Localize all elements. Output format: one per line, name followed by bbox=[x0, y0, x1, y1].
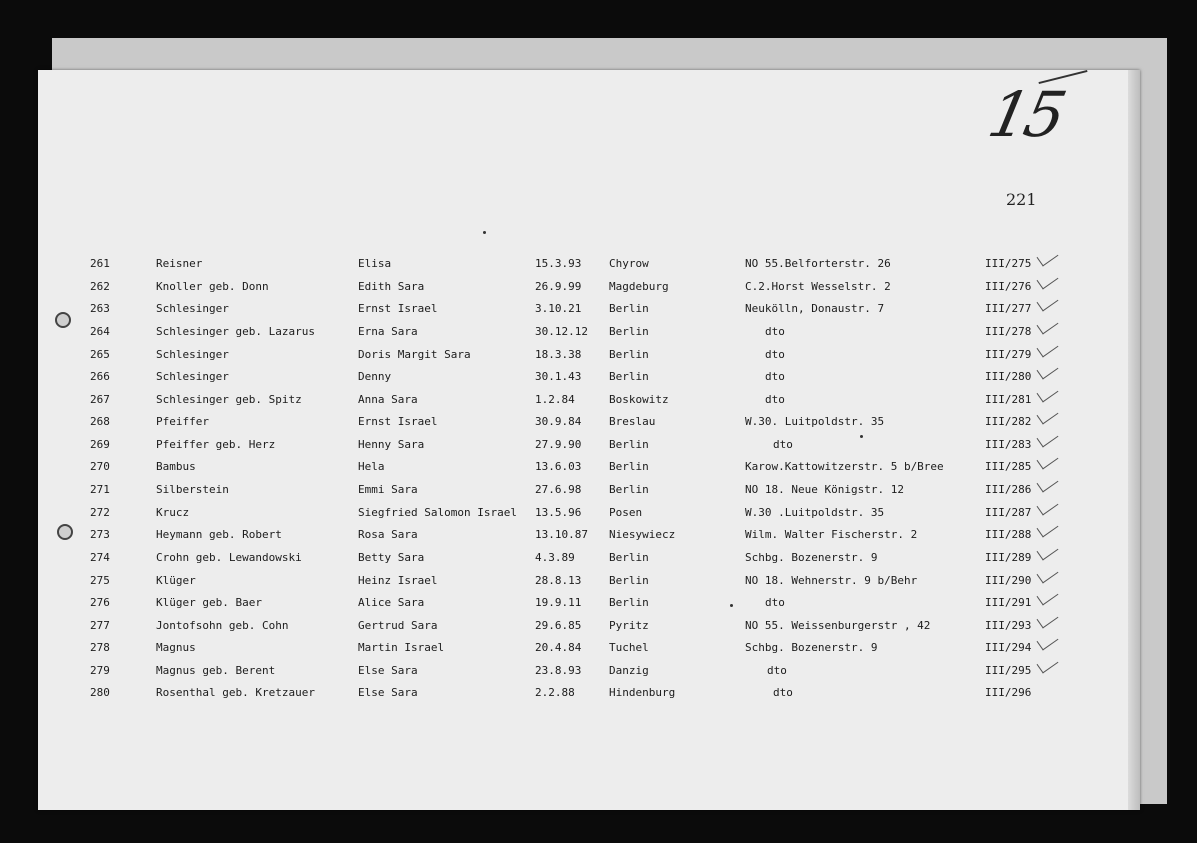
given-name: Else Sara bbox=[358, 686, 418, 699]
row-number: 279 bbox=[90, 664, 110, 677]
reference-number: III/275 bbox=[985, 257, 1032, 270]
birthplace: Berlin bbox=[609, 302, 649, 315]
speck bbox=[483, 231, 486, 234]
surname: Krucz bbox=[156, 506, 190, 519]
punch-hole bbox=[55, 312, 71, 328]
reference-number: III/285 bbox=[985, 460, 1032, 473]
address: W.30. Luitpoldstr. 35 bbox=[745, 415, 885, 428]
row-number: 272 bbox=[90, 506, 110, 519]
birthplace: Berlin bbox=[609, 596, 649, 609]
birth-date: 13.5.96 bbox=[535, 506, 582, 519]
address: dto bbox=[765, 348, 785, 361]
address: Schbg. Bozenerstr. 9 bbox=[745, 641, 878, 654]
given-name: Erna Sara bbox=[358, 325, 418, 338]
birthplace: Pyritz bbox=[609, 619, 649, 632]
address: C.2.Horst Wesselstr. 2 bbox=[745, 280, 891, 293]
given-name: Anna Sara bbox=[358, 393, 418, 406]
surname: Reisner bbox=[156, 257, 203, 270]
birthplace: Berlin bbox=[609, 438, 649, 451]
birthplace: Berlin bbox=[609, 370, 649, 383]
row-number: 278 bbox=[90, 641, 110, 654]
reference-number: III/289 bbox=[985, 551, 1032, 564]
birth-date: 13.6.03 bbox=[535, 460, 582, 473]
row-number: 267 bbox=[90, 393, 110, 406]
birthplace: Magdeburg bbox=[609, 280, 669, 293]
surname: Jontofsohn geb. Cohn bbox=[156, 619, 289, 632]
reference-number: III/293 bbox=[985, 619, 1032, 632]
birth-date: 27.6.98 bbox=[535, 483, 582, 496]
surname: Klüger bbox=[156, 574, 196, 587]
address: NO 55. Weissenburgerstr , 42 bbox=[745, 619, 931, 632]
row-number: 268 bbox=[90, 415, 110, 428]
punch-hole bbox=[57, 524, 73, 540]
address: dto bbox=[765, 370, 785, 383]
birthplace: Berlin bbox=[609, 348, 649, 361]
surname: Pfeiffer geb. Herz bbox=[156, 438, 276, 451]
row-number: 276 bbox=[90, 596, 110, 609]
reference-number: III/280 bbox=[985, 370, 1032, 383]
reference-number: III/282 bbox=[985, 415, 1032, 428]
reference-number: III/278 bbox=[985, 325, 1032, 338]
surname: Schlesinger bbox=[156, 348, 229, 361]
surname: Bambus bbox=[156, 460, 196, 473]
row-number: 261 bbox=[90, 257, 110, 270]
birth-date: 27.9.90 bbox=[535, 438, 582, 451]
page-number: 221 bbox=[1006, 190, 1037, 209]
birth-date: 30.1.43 bbox=[535, 370, 582, 383]
reference-number: III/295 bbox=[985, 664, 1032, 677]
surname: Silberstein bbox=[156, 483, 229, 496]
row-number: 271 bbox=[90, 483, 110, 496]
given-name: Gertrud Sara bbox=[358, 619, 438, 632]
address: NO 18. Neue Königstr. 12 bbox=[745, 483, 904, 496]
address: Karow.Kattowitzerstr. 5 b/Bree bbox=[745, 460, 944, 473]
row-number: 266 bbox=[90, 370, 110, 383]
reference-number: III/288 bbox=[985, 528, 1032, 541]
given-name: Betty Sara bbox=[358, 551, 425, 564]
row-number: 273 bbox=[90, 528, 110, 541]
given-name: Doris Margit Sara bbox=[358, 348, 471, 361]
surname: Magnus geb. Berent bbox=[156, 664, 276, 677]
surname: Crohn geb. Lewandowski bbox=[156, 551, 302, 564]
birth-date: 28.8.13 bbox=[535, 574, 582, 587]
row-number: 274 bbox=[90, 551, 110, 564]
row-number: 270 bbox=[90, 460, 110, 473]
address: W.30 .Luitpoldstr. 35 bbox=[745, 506, 885, 519]
given-name: Ernst Israel bbox=[358, 415, 438, 428]
birth-date: 2.2.88 bbox=[535, 686, 575, 699]
given-name: Siegfried Salomon Israel bbox=[358, 506, 517, 519]
birthplace: Tuchel bbox=[609, 641, 649, 654]
given-name: Elisa bbox=[358, 257, 392, 270]
birthplace: Breslau bbox=[609, 415, 656, 428]
birthplace: Berlin bbox=[609, 460, 649, 473]
address: dto bbox=[765, 393, 785, 406]
address: dto bbox=[773, 686, 793, 699]
given-name: Henny Sara bbox=[358, 438, 425, 451]
row-number: 275 bbox=[90, 574, 110, 587]
surname: Heymann geb. Robert bbox=[156, 528, 282, 541]
row-number: 277 bbox=[90, 619, 110, 632]
row-number: 280 bbox=[90, 686, 110, 699]
birth-date: 15.3.93 bbox=[535, 257, 582, 270]
birth-date: 29.6.85 bbox=[535, 619, 582, 632]
surname: Schlesinger geb. Lazarus bbox=[156, 325, 315, 338]
reference-number: III/279 bbox=[985, 348, 1032, 361]
row-number: 265 bbox=[90, 348, 110, 361]
given-name: Edith Sara bbox=[358, 280, 425, 293]
given-name: Else Sara bbox=[358, 664, 418, 677]
birth-date: 30.12.12 bbox=[535, 325, 588, 338]
birth-date: 19.9.11 bbox=[535, 596, 582, 609]
speck bbox=[730, 604, 733, 607]
birth-date: 13.10.87 bbox=[535, 528, 588, 541]
given-name: Martin Israel bbox=[358, 641, 445, 654]
address: dto bbox=[765, 325, 785, 338]
address: Schbg. Bozenerstr. 9 bbox=[745, 551, 878, 564]
address: Neukölln, Donaustr. 7 bbox=[745, 302, 885, 315]
speck bbox=[860, 435, 863, 438]
birthplace: Berlin bbox=[609, 325, 649, 338]
reference-number: III/287 bbox=[985, 506, 1032, 519]
reference-number: III/283 bbox=[985, 438, 1032, 451]
birth-date: 18.3.38 bbox=[535, 348, 582, 361]
reference-number: III/291 bbox=[985, 596, 1032, 609]
birthplace: Danzig bbox=[609, 664, 649, 677]
surname: Knoller geb. Donn bbox=[156, 280, 269, 293]
given-name: Hela bbox=[358, 460, 385, 473]
birth-date: 1.2.84 bbox=[535, 393, 575, 406]
surname: Klüger geb. Baer bbox=[156, 596, 262, 609]
address: dto bbox=[767, 664, 787, 677]
handwritten-folio-number: 15 bbox=[982, 78, 1069, 151]
given-name: Heinz Israel bbox=[358, 574, 438, 587]
row-number: 262 bbox=[90, 280, 110, 293]
row-number: 263 bbox=[90, 302, 110, 315]
birth-date: 4.3.89 bbox=[535, 551, 575, 564]
given-name: Emmi Sara bbox=[358, 483, 418, 496]
address: dto bbox=[765, 596, 785, 609]
reference-number: III/294 bbox=[985, 641, 1032, 654]
surname: Pfeiffer bbox=[156, 415, 209, 428]
birthplace: Posen bbox=[609, 506, 643, 519]
address: dto bbox=[773, 438, 793, 451]
given-name: Denny bbox=[358, 370, 392, 383]
birthplace: Boskowitz bbox=[609, 393, 669, 406]
surname: Schlesinger geb. Spitz bbox=[156, 393, 302, 406]
birth-date: 23.8.93 bbox=[535, 664, 582, 677]
reference-number: III/286 bbox=[985, 483, 1032, 496]
given-name: Alice Sara bbox=[358, 596, 425, 609]
birthplace: Berlin bbox=[609, 574, 649, 587]
address: NO 18. Wehnerstr. 9 b/Behr bbox=[745, 574, 918, 587]
birthplace: Berlin bbox=[609, 551, 649, 564]
birth-date: 20.4.84 bbox=[535, 641, 582, 654]
page-edge-shadow bbox=[1128, 70, 1140, 810]
surname: Rosenthal geb. Kretzauer bbox=[156, 686, 315, 699]
reference-number: III/276 bbox=[985, 280, 1032, 293]
birthplace: Chyrow bbox=[609, 257, 649, 270]
reference-number: III/296 bbox=[985, 686, 1032, 699]
surname: Magnus bbox=[156, 641, 196, 654]
birth-date: 30.9.84 bbox=[535, 415, 582, 428]
row-number: 269 bbox=[90, 438, 110, 451]
surname: Schlesinger bbox=[156, 302, 229, 315]
birth-date: 3.10.21 bbox=[535, 302, 582, 315]
reference-number: III/277 bbox=[985, 302, 1032, 315]
birth-date: 26.9.99 bbox=[535, 280, 582, 293]
reference-number: III/290 bbox=[985, 574, 1032, 587]
birthplace: Berlin bbox=[609, 483, 649, 496]
address: NO 55.Belforterstr. 26 bbox=[745, 257, 891, 270]
address: Wilm. Walter Fischerstr. 2 bbox=[745, 528, 918, 541]
surname: Schlesinger bbox=[156, 370, 229, 383]
given-name: Rosa Sara bbox=[358, 528, 418, 541]
birthplace: Hindenburg bbox=[609, 686, 676, 699]
row-number: 264 bbox=[90, 325, 110, 338]
birthplace: Niesywiecz bbox=[609, 528, 676, 541]
given-name: Ernst Israel bbox=[358, 302, 438, 315]
reference-number: III/281 bbox=[985, 393, 1032, 406]
